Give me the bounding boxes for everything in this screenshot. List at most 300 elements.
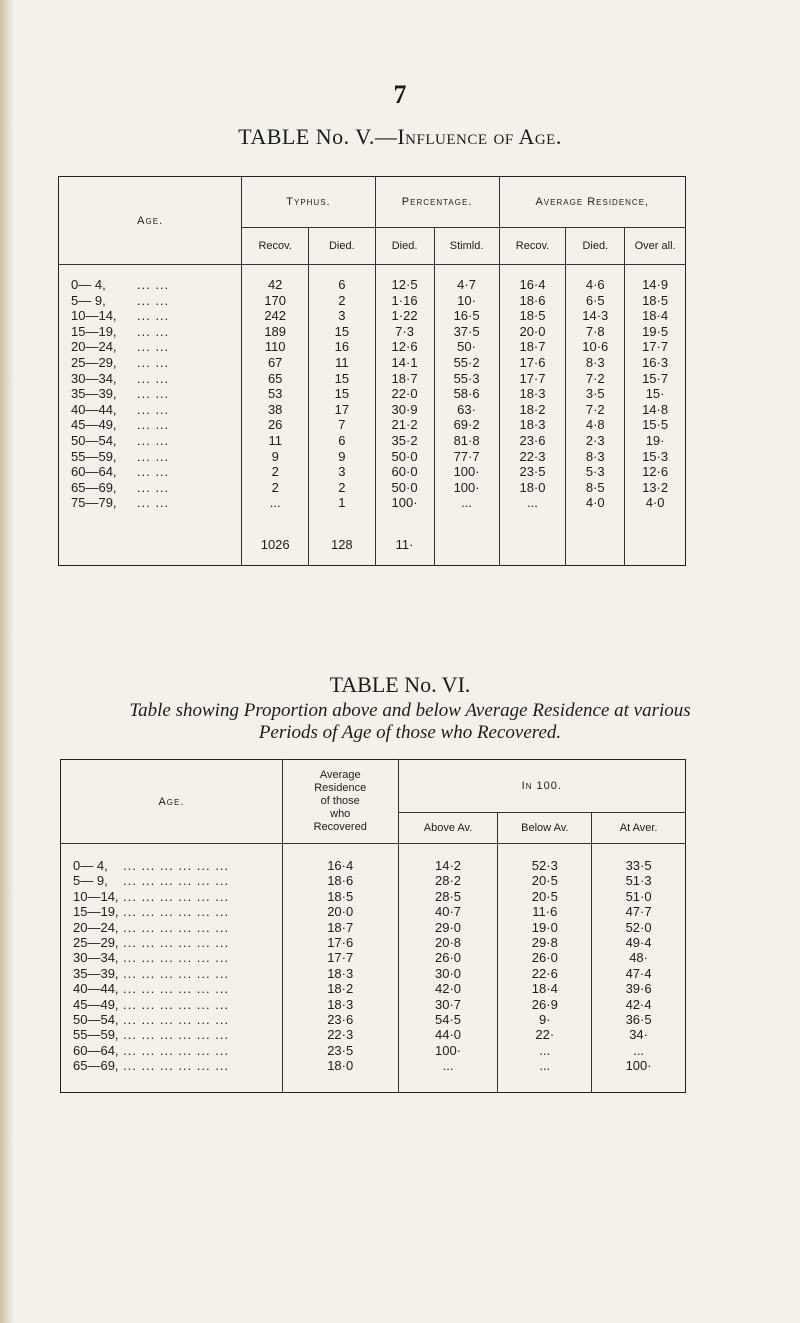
table5-subheader: Recov. xyxy=(242,228,309,265)
age-cell xyxy=(59,355,242,371)
age-range: 20—24, xyxy=(73,919,119,935)
table-cell: 4·7 xyxy=(434,265,499,293)
table-cell: 42·4 xyxy=(592,997,686,1012)
table5-influence-of-age xyxy=(58,176,686,566)
table-cell: 17·7 xyxy=(282,950,398,965)
table-cell: 47·7 xyxy=(592,904,686,919)
age-cell xyxy=(59,308,242,324)
leader-dots: ... ... ... ... ... ... xyxy=(123,888,230,904)
age-range: 45—49, xyxy=(71,417,117,433)
table-cell: 18·2 xyxy=(499,402,566,418)
table-cell: 22·3 xyxy=(499,449,566,465)
table5-body xyxy=(59,265,686,566)
total-cell: 1026 xyxy=(242,525,309,566)
table-cell: 23·6 xyxy=(499,433,566,449)
table6-residence-header-line: of those xyxy=(320,795,360,807)
leader-dots: ... ... ... ... ... ... xyxy=(123,996,230,1012)
table-row xyxy=(61,935,686,950)
leader-dots: ... ... ... ... ... ... xyxy=(123,1058,230,1074)
table5-residence-header: Average Residence, xyxy=(499,177,685,228)
leader-dots: ... ... xyxy=(137,370,170,386)
table-cell: 69·2 xyxy=(434,417,499,433)
table-cell: 18·6 xyxy=(282,873,398,888)
leader-dots: ... ... xyxy=(137,479,170,495)
age-range: 45—49, xyxy=(73,996,119,1012)
age-cell xyxy=(59,449,242,465)
table-cell: 23·6 xyxy=(282,1012,398,1027)
table5-title-rest: Influence of Age. xyxy=(397,124,562,149)
table-row xyxy=(61,889,686,904)
age-range: 60—64, xyxy=(71,464,117,480)
table-cell: 18·4 xyxy=(498,981,592,996)
table-cell: ... xyxy=(498,1058,592,1092)
age-cell xyxy=(61,1058,283,1092)
table-row xyxy=(61,950,686,965)
table6-subheader: At Aver. xyxy=(592,813,686,844)
table-row xyxy=(61,844,686,874)
table-cell: 10·6 xyxy=(566,339,625,355)
table5-subheader: Recov. xyxy=(499,228,566,265)
age-cell xyxy=(59,480,242,496)
table-cell: 21·2 xyxy=(375,417,434,433)
table-cell: 18·3 xyxy=(499,386,566,402)
table-cell: 52·3 xyxy=(498,844,592,874)
table-cell: 2 xyxy=(242,464,309,480)
table-cell: 18·7 xyxy=(499,339,566,355)
table-row xyxy=(59,371,686,387)
table-cell: 14·1 xyxy=(375,355,434,371)
leader-dots: ... ... xyxy=(137,401,170,417)
table-cell: 7·2 xyxy=(566,402,625,418)
table-cell: 11 xyxy=(309,355,376,371)
table-cell: ... xyxy=(499,495,566,525)
table-row xyxy=(59,308,686,324)
leader-dots: ... ... xyxy=(137,432,170,448)
age-cell xyxy=(59,464,242,480)
table5-title xyxy=(0,124,800,150)
leader-dots: ... ... ... ... ... ... xyxy=(123,858,230,873)
age-cell xyxy=(59,525,242,566)
age-range: 50—54, xyxy=(73,1012,119,1028)
table-cell: 16 xyxy=(309,339,376,355)
leader-dots: ... ... ... ... ... ... xyxy=(123,935,230,951)
table-cell: 39·6 xyxy=(592,981,686,996)
age-cell xyxy=(61,1027,283,1042)
table-cell: 63· xyxy=(434,402,499,418)
page-number: 7 xyxy=(393,80,407,109)
table-cell: 17·7 xyxy=(625,339,686,355)
leader-dots: ... ... xyxy=(137,386,170,402)
table-row xyxy=(59,464,686,480)
table-cell: 30·0 xyxy=(398,966,498,981)
table6-residence-header-line: Residence xyxy=(314,782,367,794)
table-cell: 18·5 xyxy=(282,889,398,904)
table-cell: 18·7 xyxy=(375,371,434,387)
table-cell: 2 xyxy=(309,480,376,496)
table-cell: 15 xyxy=(309,386,376,402)
table6-title: TABLE No. VI. xyxy=(329,672,471,697)
leader-dots: ... ... xyxy=(137,417,170,433)
leader-dots: ... ... xyxy=(137,495,170,511)
table-cell: ... xyxy=(592,1043,686,1058)
age-range: 20—24, xyxy=(71,339,117,355)
table-row xyxy=(61,873,686,888)
table-cell: 2·3 xyxy=(566,433,625,449)
table-cell: 4·6 xyxy=(566,265,625,293)
table-cell: 26·9 xyxy=(498,997,592,1012)
table-cell: 34· xyxy=(592,1027,686,1042)
total-cell: 128 xyxy=(309,525,376,566)
leader-dots: ... ... ... ... ... ... xyxy=(123,1042,230,1058)
table-cell: 42·0 xyxy=(398,981,498,996)
table-cell: 15· xyxy=(625,386,686,402)
table-cell: 3 xyxy=(309,308,376,324)
table-cell: 30·7 xyxy=(398,997,498,1012)
table-cell: 14·9 xyxy=(625,265,686,293)
table-cell: 55·3 xyxy=(434,371,499,387)
leader-dots: ... ... xyxy=(137,292,170,308)
table-cell: 16·4 xyxy=(282,844,398,874)
age-cell xyxy=(61,904,283,919)
age-range: 5— 9, xyxy=(71,292,106,308)
table-cell: 28·5 xyxy=(398,889,498,904)
table-cell: 22·3 xyxy=(282,1027,398,1042)
table-row xyxy=(61,981,686,996)
table-cell: 15 xyxy=(309,371,376,387)
table-cell: 12·6 xyxy=(375,339,434,355)
table-cell: 26·0 xyxy=(498,950,592,965)
age-cell xyxy=(59,324,242,340)
age-range: 65—69, xyxy=(71,479,117,495)
table-cell: 18·6 xyxy=(499,293,566,309)
table-row xyxy=(59,480,686,496)
table-cell: 20·5 xyxy=(498,873,592,888)
table-cell: 7·8 xyxy=(566,324,625,340)
leader-dots: ... ... xyxy=(137,464,170,480)
table-cell: ... xyxy=(434,495,499,525)
table-cell: 22· xyxy=(498,1027,592,1042)
table5-title-prefix: TABLE No. V.— xyxy=(238,124,398,149)
table-cell: 28·2 xyxy=(398,873,498,888)
table-cell: 19· xyxy=(625,433,686,449)
age-cell xyxy=(61,966,283,981)
table-cell: 110 xyxy=(242,339,309,355)
table-cell: 47·4 xyxy=(592,966,686,981)
table6-body xyxy=(61,844,686,1093)
table-cell: 67 xyxy=(242,355,309,371)
table-row xyxy=(61,1027,686,1042)
table-cell: 19·5 xyxy=(625,324,686,340)
table-cell: 40·7 xyxy=(398,904,498,919)
table-cell: 7 xyxy=(309,417,376,433)
age-cell xyxy=(61,1012,283,1027)
table-cell: 81·8 xyxy=(434,433,499,449)
table-cell: 65 xyxy=(242,371,309,387)
table5-subheader: Died. xyxy=(375,228,434,265)
total-cell xyxy=(434,525,499,566)
table-cell: 22·0 xyxy=(375,386,434,402)
table-cell: ... xyxy=(398,1058,498,1092)
table-cell: 15·5 xyxy=(625,417,686,433)
age-range: 25—29, xyxy=(73,935,119,951)
table-cell: 55·2 xyxy=(434,355,499,371)
table-cell: 36·5 xyxy=(592,1012,686,1027)
table-row xyxy=(59,417,686,433)
age-range: 50—54, xyxy=(71,432,117,448)
age-cell xyxy=(59,495,242,525)
table5-percentage-header: Percentage. xyxy=(375,177,499,228)
table-cell: 37·5 xyxy=(434,324,499,340)
age-range: 15—19, xyxy=(71,323,117,339)
leader-dots: ... ... ... ... ... ... xyxy=(123,1012,230,1028)
table-cell: 35·2 xyxy=(375,433,434,449)
table-row xyxy=(59,355,686,371)
table-cell: 14·2 xyxy=(398,844,498,874)
table-cell: 2 xyxy=(309,293,376,309)
table-cell: 12·5 xyxy=(375,265,434,293)
table-cell: 20·0 xyxy=(282,904,398,919)
age-cell xyxy=(59,433,242,449)
table5-subheader: Over all. xyxy=(625,228,686,265)
totals-row xyxy=(59,525,686,566)
age-cell xyxy=(59,417,242,433)
table-row xyxy=(61,1012,686,1027)
table-cell: 58·6 xyxy=(434,386,499,402)
leader-dots: ... ... ... ... ... ... xyxy=(123,981,230,997)
table-cell: 4·8 xyxy=(566,417,625,433)
table-cell: 18·7 xyxy=(282,920,398,935)
leader-dots: ... ... xyxy=(137,339,170,355)
table-cell: 11·6 xyxy=(498,904,592,919)
table-row xyxy=(61,966,686,981)
table-cell: 22·6 xyxy=(498,966,592,981)
age-cell xyxy=(61,873,283,888)
table-cell: 2 xyxy=(242,480,309,496)
table6-subtitle xyxy=(40,700,780,744)
table-row xyxy=(59,293,686,309)
table-cell: 20·5 xyxy=(498,889,592,904)
leader-dots: ... ... ... ... ... ... xyxy=(123,919,230,935)
table-row xyxy=(59,386,686,402)
table-row xyxy=(59,449,686,465)
table-cell: 100· xyxy=(375,495,434,525)
table-cell: 23·5 xyxy=(499,464,566,480)
table-cell: 53 xyxy=(242,386,309,402)
age-range: 35—39, xyxy=(73,965,119,981)
table-cell: 52·0 xyxy=(592,920,686,935)
table-cell: 15·3 xyxy=(625,449,686,465)
table-row xyxy=(59,265,686,293)
table6-subheader: Below Av. xyxy=(498,813,592,844)
table-cell: 11 xyxy=(242,433,309,449)
table-cell: 3 xyxy=(309,464,376,480)
table-cell: 100· xyxy=(434,480,499,496)
table-cell: ... xyxy=(242,495,309,525)
table6-proportion-residence xyxy=(60,759,686,1093)
table6-residence-header xyxy=(282,760,398,844)
table6-subheader: Above Av. xyxy=(398,813,498,844)
table-cell: 17 xyxy=(309,402,376,418)
table-cell: 18·2 xyxy=(282,981,398,996)
age-range: 55—59, xyxy=(73,1027,119,1043)
table-cell: 7·3 xyxy=(375,324,434,340)
table-cell: 6·5 xyxy=(566,293,625,309)
age-cell xyxy=(61,997,283,1012)
table-cell: 13·2 xyxy=(625,480,686,496)
total-cell xyxy=(499,525,566,566)
table-cell: 1 xyxy=(309,495,376,525)
age-range: 5— 9, xyxy=(73,873,108,889)
table-cell: 189 xyxy=(242,324,309,340)
age-cell xyxy=(59,339,242,355)
table-cell: 18·4 xyxy=(625,308,686,324)
table-cell: 12·6 xyxy=(625,464,686,480)
table-cell: 4·0 xyxy=(566,495,625,525)
table-row xyxy=(61,1058,686,1092)
table6-residence-header-line: who xyxy=(330,808,351,820)
age-cell xyxy=(59,402,242,418)
age-cell xyxy=(61,844,283,874)
table5-typhus-header: Typhus. xyxy=(242,177,375,228)
age-cell xyxy=(61,889,283,904)
table-cell: 20·0 xyxy=(499,324,566,340)
table-row xyxy=(61,904,686,919)
table-cell: 17·6 xyxy=(499,355,566,371)
table-row xyxy=(61,1043,686,1058)
table-cell: 18·3 xyxy=(282,997,398,1012)
leader-dots: ... ... ... ... ... ... xyxy=(123,950,230,966)
table-cell: 29·8 xyxy=(498,935,592,950)
table-row xyxy=(59,495,686,525)
table-cell: 3·5 xyxy=(566,386,625,402)
leader-dots: ... ... ... ... ... ... xyxy=(123,873,230,889)
table-cell: 77·7 xyxy=(434,449,499,465)
table-cell: 20·8 xyxy=(398,935,498,950)
table-cell: 7·2 xyxy=(566,371,625,387)
leader-dots: ... ... ... ... ... ... xyxy=(123,1027,230,1043)
table6-in100-header: In 100. xyxy=(398,760,685,813)
table6-residence-header-line: Recovered xyxy=(313,821,367,833)
age-range: 25—29, xyxy=(71,354,117,370)
table-cell: ... xyxy=(498,1043,592,1058)
page-edge-shadow xyxy=(0,0,14,1323)
table-row xyxy=(61,920,686,935)
leader-dots: ... ... xyxy=(137,354,170,370)
table-cell: 18·3 xyxy=(282,966,398,981)
table-cell: 26 xyxy=(242,417,309,433)
table-cell: 100· xyxy=(592,1058,686,1092)
table-cell: 6 xyxy=(309,265,376,293)
table-cell: 5·3 xyxy=(566,464,625,480)
table-cell: 15 xyxy=(309,324,376,340)
table-cell: 10· xyxy=(434,293,499,309)
age-range: 10—14, xyxy=(73,888,119,904)
table-cell: 50·0 xyxy=(375,449,434,465)
table5-subheader: Died. xyxy=(309,228,376,265)
age-range: 0— 4, xyxy=(71,277,106,292)
table-cell: 16·4 xyxy=(499,265,566,293)
table-cell: 18·0 xyxy=(282,1058,398,1092)
table-cell: 8·3 xyxy=(566,449,625,465)
leader-dots: ... ... ... ... ... ... xyxy=(123,965,230,981)
table-row xyxy=(61,997,686,1012)
table6-subtitle-line: Periods of Age of those who Recovered. xyxy=(258,722,562,743)
table6-subtitle-line: Table showing Proportion above and below Average Residence at various xyxy=(129,700,691,721)
table-cell: 30·9 xyxy=(375,402,434,418)
table-row xyxy=(59,433,686,449)
table-row xyxy=(59,339,686,355)
age-cell xyxy=(61,950,283,965)
table-cell: 9· xyxy=(498,1012,592,1027)
age-range: 0— 4, xyxy=(73,858,108,873)
age-cell xyxy=(61,981,283,996)
table-cell: 15·7 xyxy=(625,371,686,387)
table-cell: 50· xyxy=(434,339,499,355)
table-cell: 50·0 xyxy=(375,480,434,496)
table-cell: 54·5 xyxy=(398,1012,498,1027)
table-cell: 9 xyxy=(242,449,309,465)
table-cell: 18·5 xyxy=(499,308,566,324)
table-cell: 17·6 xyxy=(282,935,398,950)
table-cell: 42 xyxy=(242,265,309,293)
age-range: 30—34, xyxy=(71,370,117,386)
table-cell: 18·0 xyxy=(499,480,566,496)
age-range: 55—59, xyxy=(71,448,117,464)
age-range: 35—39, xyxy=(71,386,117,402)
table-cell: 14·8 xyxy=(625,402,686,418)
table-cell: 16·5 xyxy=(434,308,499,324)
table-cell: 9 xyxy=(309,449,376,465)
table-row xyxy=(59,324,686,340)
table-cell: 51·3 xyxy=(592,873,686,888)
age-range: 65—69, xyxy=(73,1058,119,1074)
leader-dots: ... ... xyxy=(137,448,170,464)
age-range: 15—19, xyxy=(73,904,119,920)
leader-dots: ... ... xyxy=(137,323,170,339)
age-range: 40—44, xyxy=(71,401,117,417)
total-cell xyxy=(566,525,625,566)
table-cell: 17·7 xyxy=(499,371,566,387)
table-cell: 44·0 xyxy=(398,1027,498,1042)
table-cell: 4·0 xyxy=(625,495,686,525)
table5-subheader: Died. xyxy=(566,228,625,265)
total-cell: 11· xyxy=(375,525,434,566)
table-cell: 33·5 xyxy=(592,844,686,874)
table-cell: 49·4 xyxy=(592,935,686,950)
age-cell xyxy=(61,920,283,935)
table-cell: 6 xyxy=(309,433,376,449)
age-cell xyxy=(59,265,242,293)
age-cell xyxy=(59,371,242,387)
table-cell: 8·3 xyxy=(566,355,625,371)
table-cell: 242 xyxy=(242,308,309,324)
table-cell: 1·22 xyxy=(375,308,434,324)
table-cell: 100· xyxy=(434,464,499,480)
table-row xyxy=(59,402,686,418)
table5-age-header: Age. xyxy=(59,177,242,265)
age-range: 40—44, xyxy=(73,981,119,997)
age-range: 75—79, xyxy=(71,495,117,511)
age-cell xyxy=(61,1043,283,1058)
table-cell: 23·5 xyxy=(282,1043,398,1058)
table-cell: 60·0 xyxy=(375,464,434,480)
leader-dots: ... ... ... ... ... ... xyxy=(123,904,230,920)
leader-dots: ... ... xyxy=(137,277,170,292)
table-cell: 51·0 xyxy=(592,889,686,904)
table-cell: 1·16 xyxy=(375,293,434,309)
leader-dots: ... ... xyxy=(137,308,170,324)
table-cell: 26·0 xyxy=(398,950,498,965)
